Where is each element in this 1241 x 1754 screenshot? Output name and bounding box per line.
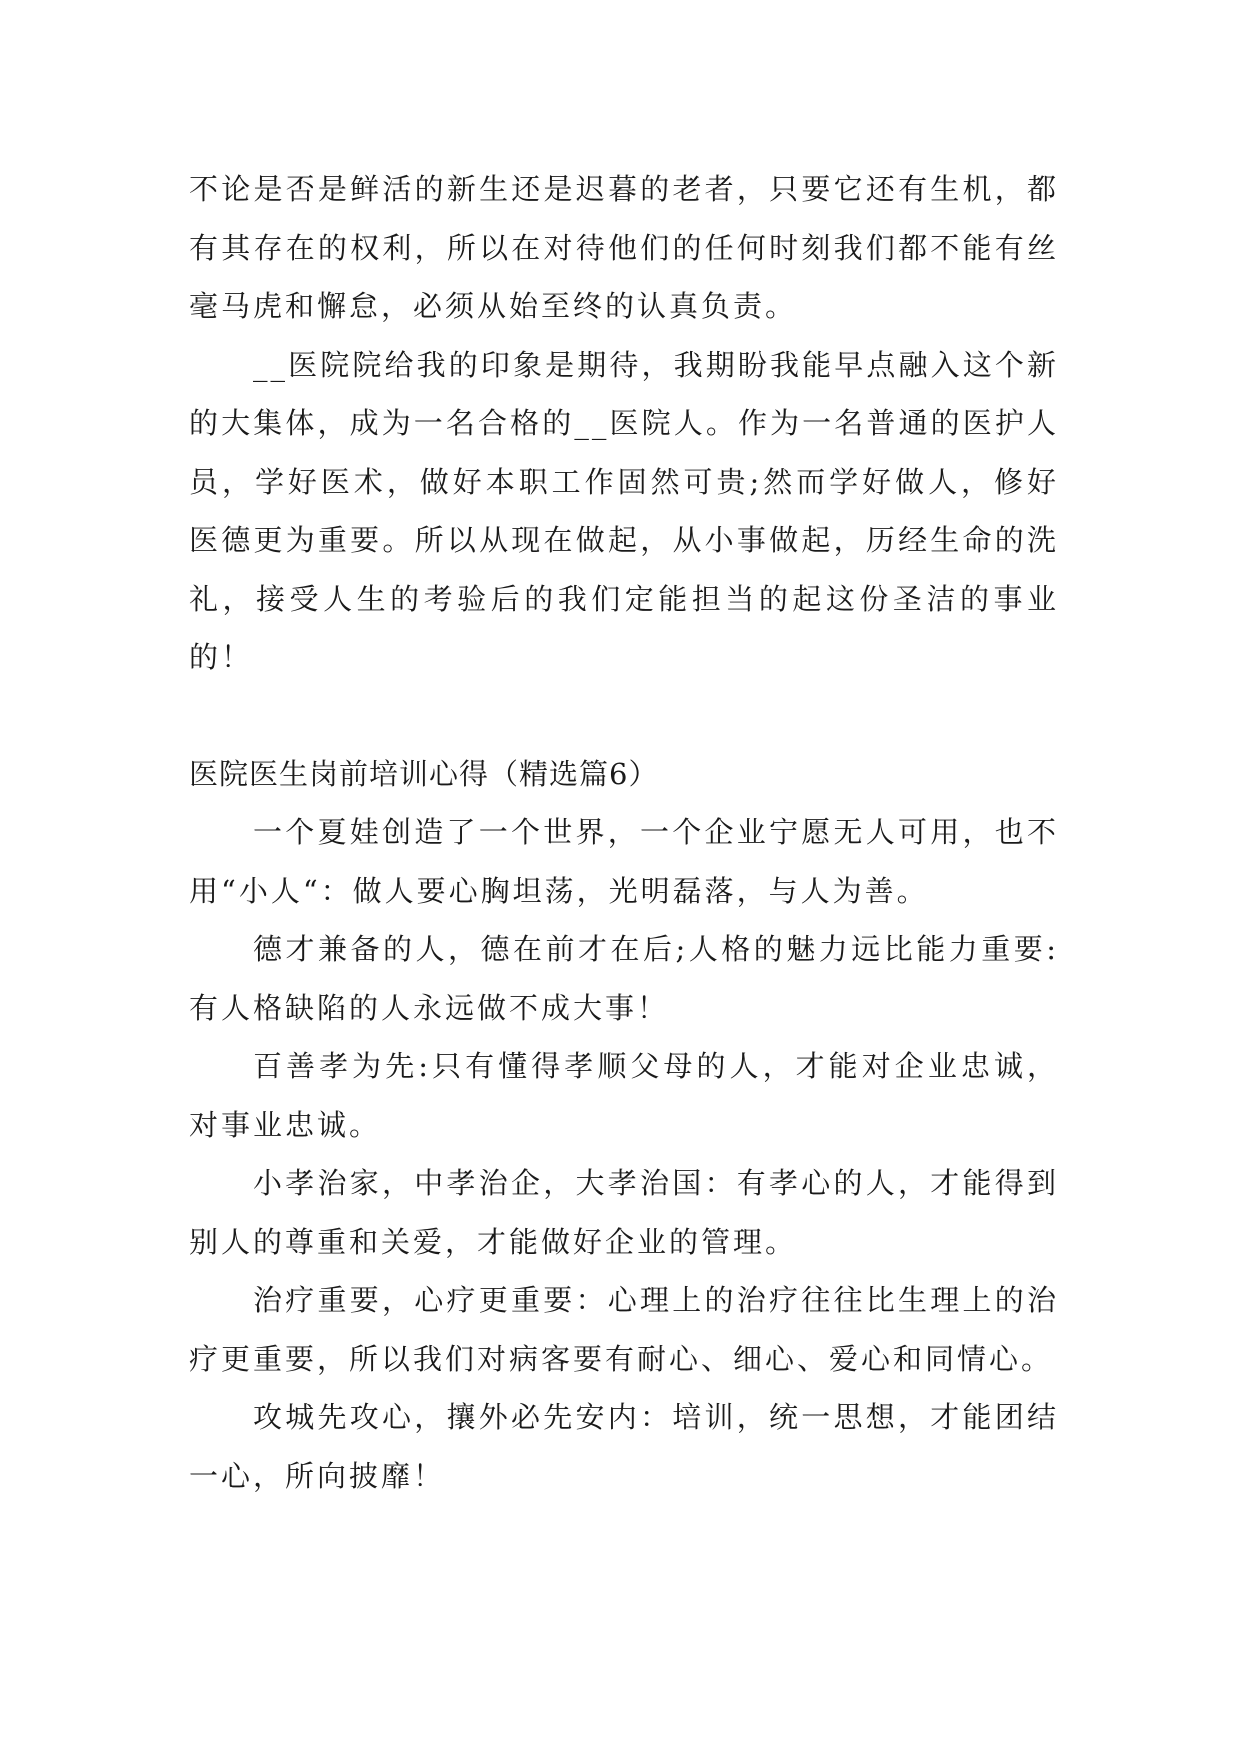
paragraph-virtue: 德才兼备的人，德在前才在后;人格的魅力远比能力重要:有人格缺陷的人永远做不成大事！ xyxy=(189,932,1059,1025)
paragraph-hospital-impression: __医院院给我的印象是期待，我期盼我能早点融入这个新的大集体，成为一名合格的__医院人。作为一名普通的医护人员，学好医术，做好本职工作固然可贵;然而学好做人，修好医德更为重要。所以从现在做起，从小事做起，历经生命的洗礼，接受人生的考验后的我们定能担当的起这份圣洁的事业的！ xyxy=(189,347,1059,674)
paragraph-heart-therapy: 治疗重要，心疗更重要：心理上的治疗往往比生理上的治疗更重要，所以我们对病客要有耐心、细心、爱心和同情心。 xyxy=(189,1283,1059,1376)
paragraph-unity: 攻城先攻心，攘外必先安内：培训，统一思想，才能团结一心，所向披靡！ xyxy=(189,1400,1059,1493)
paragraph-continuation: 不论是否是鲜活的新生还是迟暮的老者，只要它还有生机，都有其存在的权利，所以在对待他们的任何时刻我们都不能有丝毫马虎和懈怠，必须从始至终的认真负责。 xyxy=(189,172,1059,323)
paragraph-filial-piety: 百善孝为先:只有懂得孝顺父母的人，才能对企业忠诚，对事业忠诚。 xyxy=(189,1049,1059,1142)
document-body xyxy=(189,160,1059,1505)
paragraph-family-governance: 小孝治家，中孝治企，大孝治国：有孝心的人，才能得到别人的尊重和关爱，才能做好企业的管理。 xyxy=(189,1166,1059,1259)
section-title: 医院医生岗前培训心得（精选篇6） xyxy=(189,756,659,791)
paragraph-eve: 一个夏娃创造了一个世界，一个企业宁愿无人可用，也不用“小人“：做人要心胸坦荡，光明磊落，与人为善。 xyxy=(189,815,1059,908)
